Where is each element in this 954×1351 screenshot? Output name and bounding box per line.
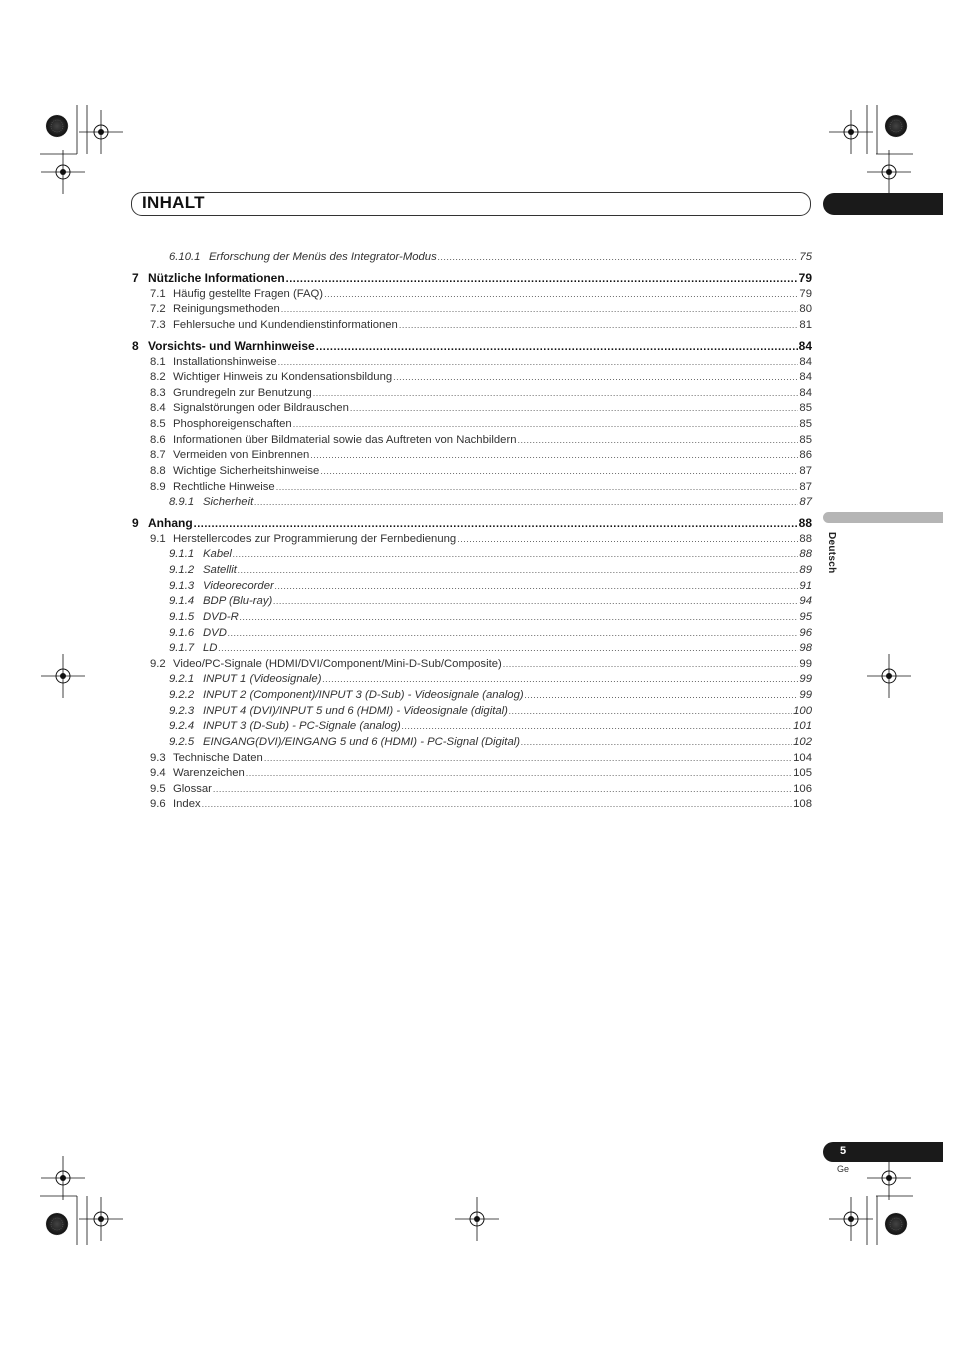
toc-leader-dots — [438, 250, 799, 266]
toc-entry-page: 86 — [799, 449, 812, 462]
toc-entry-number: 8.9 — [150, 480, 166, 493]
toc-entry[interactable] — [132, 355, 812, 371]
toc-leader-dots — [202, 797, 793, 813]
page-language-code: Ge — [837, 1164, 850, 1174]
toc-leader-dots — [254, 495, 798, 511]
toc-entry-title: Index — [173, 798, 201, 811]
toc-entry[interactable] — [132, 250, 812, 266]
toc-entry-page: 80 — [799, 303, 812, 316]
toc-entry-title: INPUT 3 (D-Sub) - PC-Signale (analog) — [203, 720, 401, 733]
toc-leader-dots — [213, 782, 792, 798]
toc-entry-page: 84 — [799, 371, 812, 384]
toc-entry-title: Erforschung der Menüs des Integrator-Modus — [209, 251, 437, 263]
toc-entry-page: 106 — [793, 782, 812, 795]
toc-entry-page: 84 — [798, 338, 812, 353]
toc-entry-page: 95 — [799, 610, 812, 623]
toc-entry-number: 9.2.3 — [169, 704, 195, 717]
toc-entry[interactable] — [132, 386, 812, 402]
toc-leader-dots — [273, 594, 798, 610]
toc-entry-title: Technische Daten — [173, 751, 263, 764]
toc-entry[interactable] — [132, 547, 812, 563]
toc-entry-number: 7.1 — [150, 287, 166, 300]
toc-entry-number: 9.2.2 — [169, 689, 195, 701]
toc-entry-number: 9.1.5 — [169, 610, 195, 623]
toc-entry-page: 91 — [799, 579, 812, 592]
toc-entry[interactable] — [132, 688, 812, 704]
toc-leader-dots — [393, 370, 798, 386]
toc-leader-dots — [240, 610, 799, 626]
toc-leader-dots — [399, 318, 799, 334]
toc-entry-title: Video/PC-Signale (HDMI/DVI/Component/Mini-D-Sub/Composite) — [173, 657, 502, 670]
toc-leader-dots — [324, 287, 798, 303]
toc-entry-page: 75 — [799, 251, 812, 263]
toc-entry-page: 101 — [793, 720, 812, 733]
toc-entry[interactable] — [132, 287, 812, 303]
toc-entry-page: 85 — [799, 433, 812, 446]
toc-entry[interactable] — [132, 417, 812, 433]
toc-entry-title: Rechtliche Hinweise — [173, 480, 275, 493]
toc-entry-page: 84 — [799, 386, 812, 399]
language-tab-bar — [823, 512, 943, 523]
page-number: 5 — [840, 1145, 847, 1157]
toc-leader-dots — [275, 579, 799, 595]
toc-entry[interactable] — [132, 401, 812, 417]
toc-leader-dots — [264, 751, 792, 767]
toc-entry-number: 9.1.7 — [169, 642, 195, 655]
toc-leader-dots — [218, 641, 798, 657]
toc-entry-title: Häufig gestellte Fragen (FAQ) — [173, 287, 324, 300]
toc-entry-title: Phosphoreigenschaften — [173, 418, 292, 430]
toc-entry-number: 9.1 — [150, 532, 166, 545]
toc-entry-title: LD — [203, 642, 218, 655]
toc-entry-number: 6.10.1 — [169, 251, 201, 263]
toc-entry-page: 79 — [799, 287, 812, 300]
toc-entry-page: 88 — [799, 548, 812, 561]
toc-leader-dots — [233, 547, 799, 563]
toc-entry-page: 87 — [799, 496, 812, 509]
toc-entry-title: Kabel — [203, 548, 232, 561]
toc-leader-dots — [313, 386, 799, 402]
toc-entry[interactable] — [132, 433, 812, 449]
toc-entry-number: 8.2 — [150, 371, 166, 384]
toc-entry[interactable] — [132, 594, 812, 610]
toc-leader-dots — [509, 704, 792, 720]
toc-entry-title: INPUT 4 (DVI)/INPUT 5 und 6 (HDMI) - Videosignale (digital) — [203, 704, 508, 717]
toc-entry[interactable] — [132, 766, 812, 782]
toc-entry-number: 8.8 — [150, 464, 166, 477]
toc-entry-number: 9.5 — [150, 782, 166, 795]
toc-entry-page: 89 — [799, 564, 812, 576]
toc-entry-number: 8.6 — [150, 433, 166, 446]
toc-entry-page: 98 — [799, 642, 812, 655]
toc-entry[interactable] — [132, 751, 812, 767]
header-bar — [131, 192, 811, 216]
toc-entry-title: Anhang — [148, 515, 193, 530]
page-title: INHALT — [142, 193, 205, 212]
toc-entry-page: 79 — [798, 270, 812, 285]
toc-entry[interactable] — [132, 448, 812, 464]
toc-entry-number: 7.3 — [150, 318, 166, 331]
toc-entry-title: Reinigungsmethoden — [173, 303, 280, 316]
toc-entry-number: 9.1.6 — [169, 626, 195, 639]
toc-entry-page: 87 — [799, 464, 812, 477]
toc-entry-title: Signalstörungen oder Bildrauschen — [173, 402, 349, 415]
toc-entry[interactable] — [132, 563, 812, 579]
toc-entry-page: 100 — [793, 704, 812, 717]
toc-entry-page: 96 — [799, 626, 812, 639]
toc-entry-number: 7.2 — [150, 303, 166, 316]
toc-entry-number: 7 — [132, 270, 139, 285]
toc-entry-number: 8.7 — [150, 449, 166, 462]
toc-entry-page: 84 — [799, 355, 812, 368]
toc-entry-title: Herstellercodes zur Programmierung der Fernbedienung — [173, 532, 457, 545]
toc-entry[interactable] — [132, 782, 812, 798]
toc-entry[interactable] — [132, 657, 812, 673]
toc-entry[interactable] — [132, 495, 812, 511]
toc-entry-number: 8.9.1 — [169, 496, 195, 509]
toc-entry-number: 9.2.5 — [169, 735, 195, 748]
toc-leader-dots — [350, 401, 799, 417]
toc-entry-page: 81 — [799, 318, 812, 331]
toc-leader-dots — [402, 719, 792, 735]
toc-leader-dots — [246, 766, 792, 782]
toc-entry-title: EINGANG(DVI)/EINGANG 5 und 6 (HDMI) - PC-Signal (Digital) — [203, 735, 521, 748]
toc-leader-dots — [518, 433, 799, 449]
toc-leader-dots — [238, 563, 799, 579]
toc-entry-title: Nützliche Informationen — [148, 270, 285, 285]
toc-entry-number: 9.6 — [150, 798, 166, 811]
toc-entry-page: 99 — [799, 673, 812, 686]
toc-leader-dots — [281, 302, 799, 318]
toc-entry-number: 9.2 — [150, 657, 166, 670]
toc-entry[interactable] — [132, 370, 812, 386]
toc-leader-dots — [293, 417, 799, 433]
toc-entry-number: 8.3 — [150, 386, 166, 399]
toc-entry-title: Installationshinweise — [173, 355, 277, 368]
toc-entry[interactable] — [132, 641, 812, 657]
toc-entry-title: Grundregeln zur Benutzung — [173, 386, 312, 399]
toc-entry[interactable] — [132, 579, 812, 595]
toc-leader-dots — [278, 355, 799, 371]
toc-entry-page: 99 — [799, 689, 812, 701]
toc-entry-title: Sicherheit — [203, 496, 254, 509]
toc-entry-title: Glossar — [173, 782, 212, 795]
toc-entry[interactable] — [132, 464, 812, 480]
toc-leader-dots — [457, 532, 798, 548]
toc-entry-number: 9 — [132, 515, 139, 530]
toc-entry-page: 87 — [799, 480, 812, 493]
toc-entry[interactable] — [132, 735, 812, 751]
toc-entry[interactable] — [132, 610, 812, 626]
toc-leader-dots — [503, 657, 799, 673]
toc-entry-title: DVD — [203, 626, 227, 639]
toc-entry-number: 9.3 — [150, 751, 166, 764]
toc-entry-title: Informationen über Bildmaterial sowie das Auftreten von Nachbildern — [173, 433, 517, 446]
toc-entry-page: 85 — [799, 418, 812, 430]
toc-entry-page: 94 — [799, 595, 812, 608]
toc-entry[interactable] — [132, 515, 812, 532]
toc-entry-number: 9.2.4 — [169, 720, 195, 733]
table-of-contents — [132, 250, 812, 813]
toc-entry-number: 9.4 — [150, 767, 166, 780]
toc-entry-number: 9.1.4 — [169, 595, 195, 608]
toc-entry-page: 105 — [793, 767, 812, 780]
toc-leader-dots — [316, 339, 798, 355]
toc-leader-dots — [276, 480, 799, 496]
toc-entry[interactable] — [132, 672, 812, 688]
toc-entry-page: 85 — [799, 402, 812, 415]
toc-entry-number: 9.1.1 — [169, 548, 195, 561]
toc-entry[interactable] — [132, 797, 812, 813]
toc-entry-page: 88 — [798, 515, 812, 530]
toc-entry-title: Wichtige Sicherheitshinweise — [173, 464, 320, 477]
toc-entry-page: 104 — [793, 751, 812, 764]
toc-entry-title: INPUT 2 (Component)/INPUT 3 (D-Sub) - Videosignale (analog) — [203, 689, 524, 701]
toc-entry-title: DVD-R — [203, 610, 239, 623]
toc-leader-dots — [320, 464, 798, 480]
toc-entry[interactable] — [132, 338, 812, 355]
toc-entry[interactable] — [132, 480, 812, 496]
toc-leader-dots — [525, 688, 799, 704]
toc-leader-dots — [194, 516, 798, 532]
toc-leader-dots — [521, 735, 792, 751]
toc-entry-number: 9.2.1 — [169, 673, 195, 686]
toc-entry[interactable] — [132, 532, 812, 548]
toc-leader-dots — [286, 271, 798, 287]
toc-entry-title: Warenzeichen — [173, 767, 245, 780]
toc-entry-title: Wichtiger Hinweis zu Kondensationsbildung — [173, 371, 393, 384]
language-tab-label: Deutsch — [826, 532, 837, 574]
toc-entry-page: 102 — [793, 735, 812, 748]
chapter-tab — [823, 193, 943, 215]
toc-entry-page: 108 — [793, 798, 812, 811]
toc-entry-title: Fehlersuche und Kundendienstinformationen — [173, 318, 398, 331]
toc-entry-title: INPUT 1 (Videosignale) — [203, 673, 322, 686]
toc-entry-title: BDP (Blu-ray) — [203, 595, 273, 608]
toc-entry-number: 8 — [132, 338, 139, 353]
toc-entry-number: 8.1 — [150, 355, 166, 368]
toc-entry-page: 88 — [799, 532, 812, 545]
toc-entry-page: 99 — [799, 657, 812, 670]
toc-entry-number: 8.5 — [150, 418, 166, 430]
toc-entry[interactable] — [132, 270, 812, 287]
toc-entry[interactable] — [132, 302, 812, 318]
toc-entry[interactable] — [132, 626, 812, 642]
toc-leader-dots — [310, 448, 798, 464]
toc-entry[interactable] — [132, 704, 812, 720]
toc-entry-title: Videorecorder — [203, 579, 274, 592]
toc-leader-dots — [228, 626, 799, 642]
toc-entry-number: 9.1.3 — [169, 579, 195, 592]
toc-entry-number: 9.1.2 — [169, 564, 195, 576]
toc-entry-title: Vermeiden von Einbrennen — [173, 449, 310, 462]
toc-leader-dots — [322, 672, 798, 688]
toc-entry-title: Satellit — [203, 564, 237, 576]
toc-entry-title: Vorsichts- und Warnhinweise — [148, 338, 315, 353]
toc-entry[interactable] — [132, 318, 812, 334]
toc-entry-number: 8.4 — [150, 402, 166, 415]
toc-entry[interactable] — [132, 719, 812, 735]
